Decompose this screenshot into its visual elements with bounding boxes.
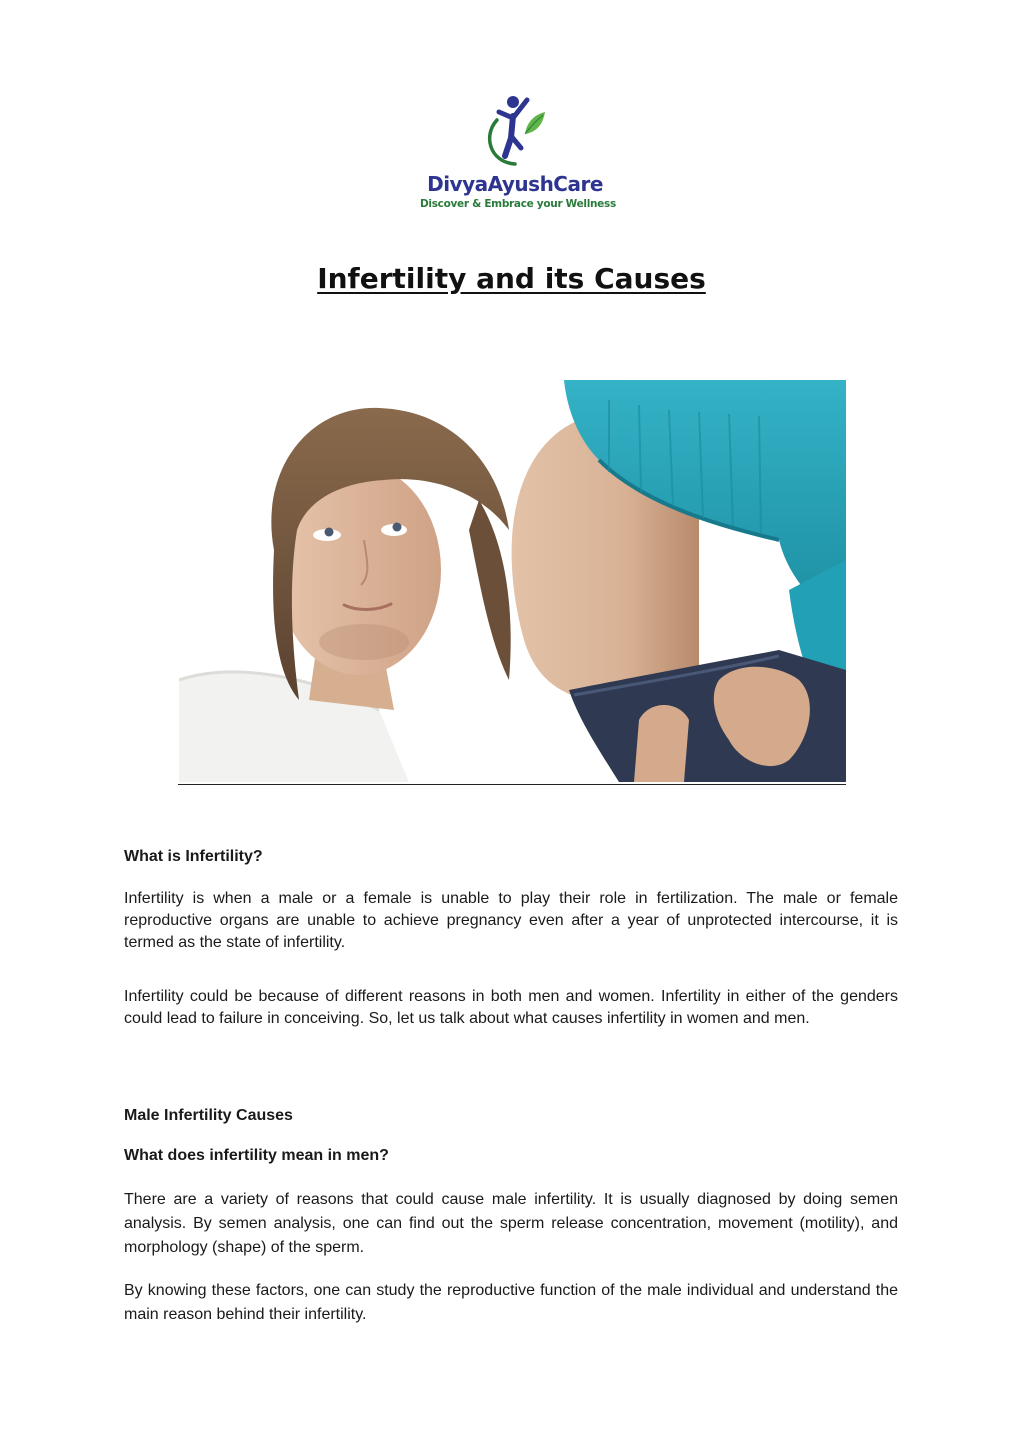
- section-what-is-p1-block: [124, 888, 898, 954]
- section-subheading-male: What does infertility mean in men?: [124, 1147, 389, 1164]
- logo-name: DivyaAyushCare: [427, 172, 603, 196]
- photo-divider: [178, 784, 846, 785]
- section-male-p1-block: [124, 1188, 898, 1260]
- logo-tagline: Discover & Embrace your Wellness: [420, 198, 616, 210]
- couple-illustration: [179, 380, 846, 782]
- section-male-subheading-block: [124, 1145, 898, 1167]
- section-male-heading-block: [124, 1105, 898, 1127]
- brand-logo: [420, 90, 616, 220]
- section-what-is-heading-block: [124, 846, 898, 868]
- section-heading-male: Male Infertility Causes: [124, 1107, 293, 1124]
- paragraph-male-1: There are a variety of reasons that could cause male infertility. It is usually diagnosed by doing semen analysis. By semen analysis, one can find out the sperm release concentration, movement (motility), and morphology (shape) of the sperm.: [124, 1191, 898, 1256]
- section-male-p2-block: [124, 1279, 898, 1327]
- paragraph-what-is-2: Infertility could be because of different reasons in both men and women. Infertility in either of the genders could lead to failure in conceiving. So, let us talk about what causes infertility in women and men.: [124, 988, 898, 1027]
- paragraph-what-is-1: Infertility is when a male or a female is unable to play their role in fertilization. The male or female reproductive organs are unable to achieve pregnancy even after a year of unprotected intercourse, it is termed as the state of infertility.: [124, 890, 898, 951]
- paragraph-male-2: By knowing these factors, one can study the reproductive function of the male individual and understand the main reason behind their infertility.: [124, 1282, 898, 1323]
- page-title: Infertility and its Causes: [317, 262, 706, 295]
- person-leaf-logo-icon: [475, 90, 555, 170]
- section-what-is-p2-block: [124, 986, 898, 1030]
- couple-photo: [179, 380, 846, 782]
- section-heading-what-is: What is Infertility?: [124, 848, 263, 865]
